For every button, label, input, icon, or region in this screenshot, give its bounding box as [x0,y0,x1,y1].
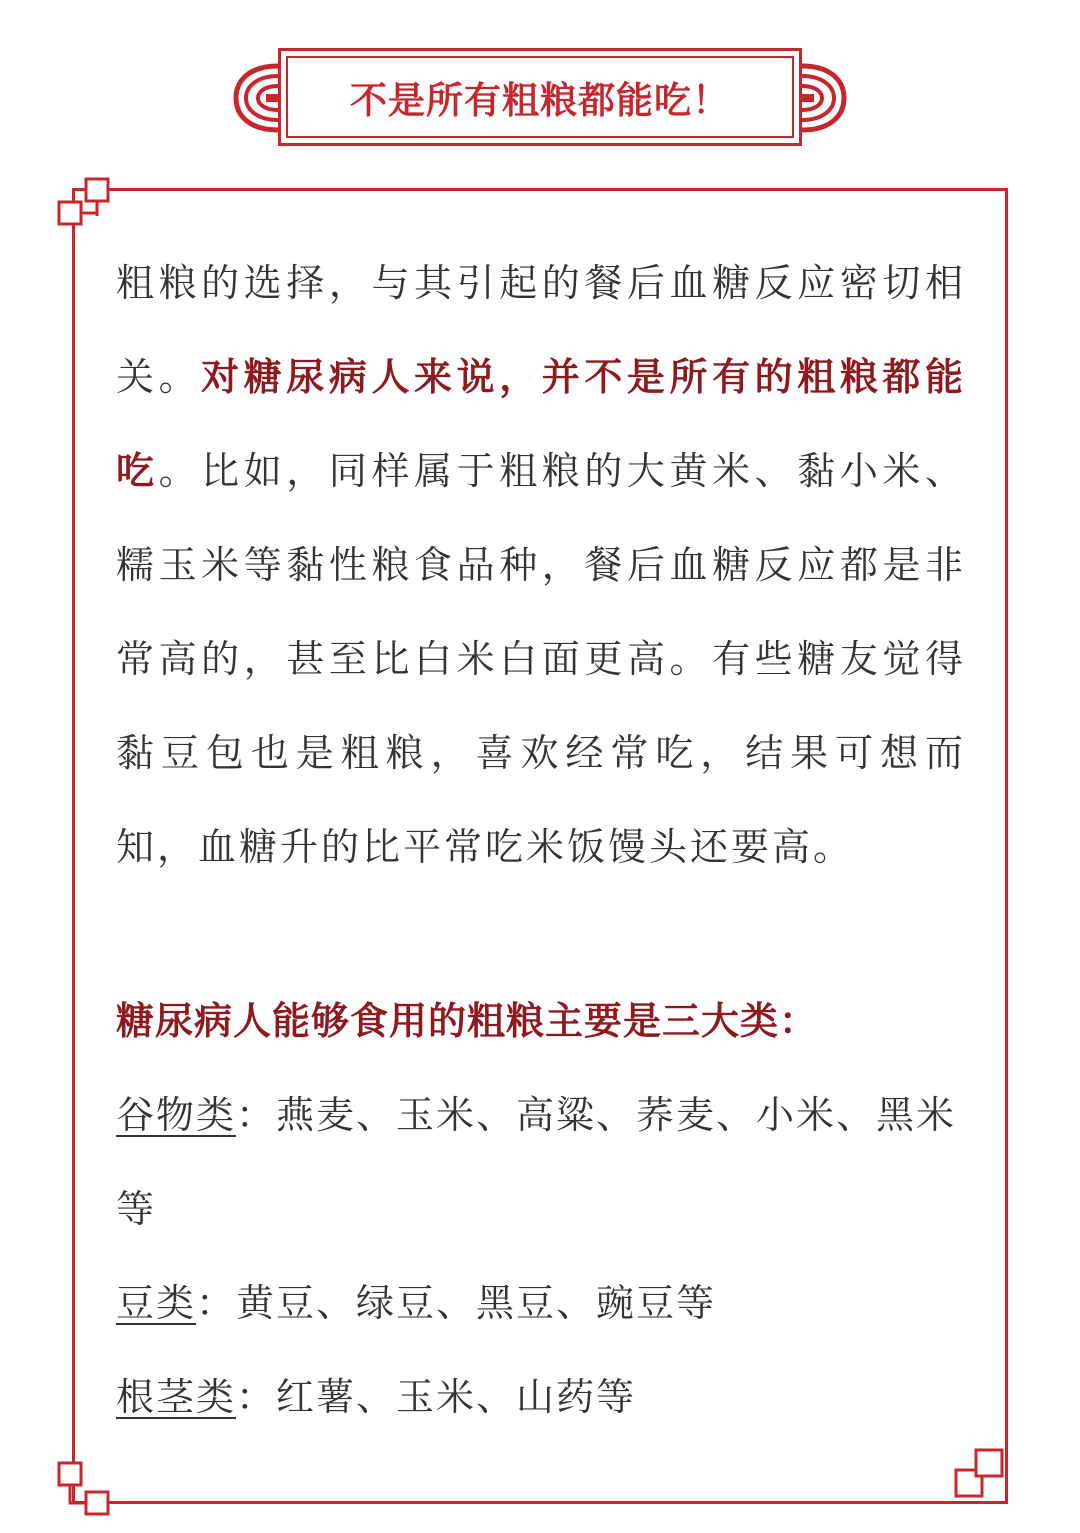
category-name: 谷物类 [116,1093,237,1137]
category-items: ：红薯、玉米、山药等 [236,1375,637,1419]
highlight-text: 对糖尿病人来说，并不是所有的粗粮都能吃 [116,355,966,493]
category-name: 根茎类 [116,1375,237,1419]
corner-square-icon [952,1446,1012,1506]
category-items: ：黄豆、绿豆、黑豆、豌豆等 [196,1281,717,1325]
ornament-scroll-icon [800,60,848,136]
page-title: 不是所有粗粮都能吃！ [350,79,730,122]
category-item [116,1350,966,1444]
category-item [116,1068,966,1256]
header-banner [278,48,802,146]
paragraph-text: 。比如，同样属于粗粮的大黄米、黏小米、糯玉米等黏性粮食品种，餐后血糖反应都是非常高的，甚至比白米白面更高。有些糖友觉得黏豆包也是粗粮，喜欢经常吃，结果可想而知，血糖升的比平常吃米饭馒头还要高。 [116,449,966,869]
category-items: ：燕麦、玉米、高粱、荞麦、小米、黑米等 [116,1093,957,1231]
corner-square-icon [56,176,128,232]
paragraph-text: 粗粮的选择，与其引起的餐后血糖反应密切相关。 [116,261,966,399]
article-content [116,236,966,1444]
corner-square-icon [56,1460,128,1520]
section-heading: 糖尿病人能够食用的粗粮主要是三大类： [116,999,819,1043]
ornament-scroll-icon [232,60,280,136]
category-item [116,1256,966,1350]
category-name: 豆类 [116,1281,197,1325]
intro-paragraph [116,236,966,894]
